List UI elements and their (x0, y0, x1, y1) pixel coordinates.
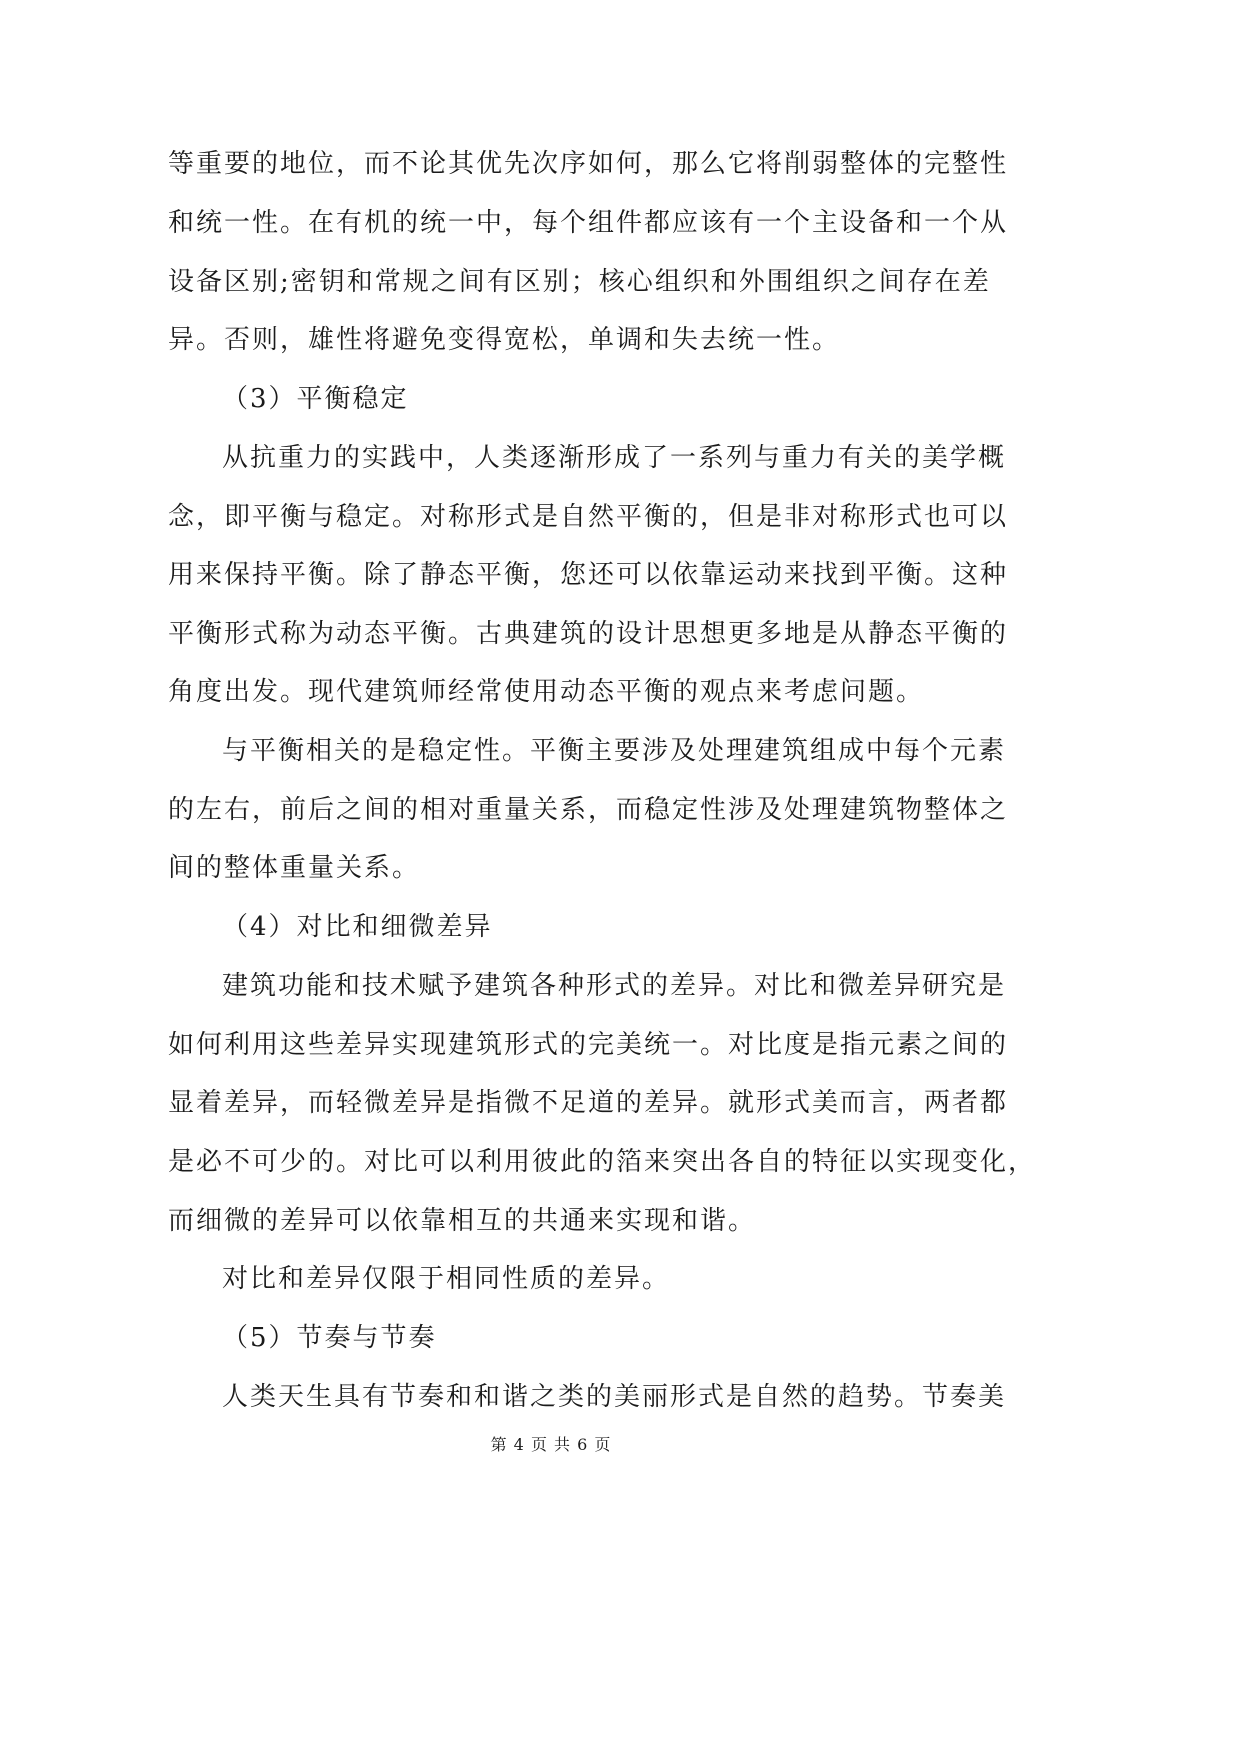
section-heading: （5）节奏与节奏 (222, 1323, 437, 1353)
text-line: 和统一性。在有机的统一中，每个组件都应该有一个主设备和一个从 (168, 208, 1009, 238)
section-heading: （4）对比和细微差异 (222, 912, 493, 942)
paragraph-first-line: 对比和差异仅限于相同性质的差异。 (222, 1264, 671, 1294)
text-line: 的左右，前后之间的相对重量关系，而稳定性涉及处理建筑物整体之 (168, 795, 1009, 825)
text-line: 异。否则，雄性将避免变得宽松，单调和失去统一性。 (168, 325, 841, 355)
text-line: 显着差异，而轻微差异是指微不足道的差异。就形式美而言，两者都 (168, 1088, 1009, 1118)
paragraph-first-line: 人类天生具有节奏和和谐之类的美丽形式是自然的趋势。节奏美 (222, 1382, 1007, 1412)
text-line: 设备区别;密钥和常规之间有区别；核心组织和外围组织之间存在差 (168, 267, 991, 297)
text-line: 而细微的差异可以依靠相互的共通来实现和谐。 (168, 1206, 757, 1236)
text-line: 角度出发。现代建筑师经常使用动态平衡的观点来考虑问题。 (168, 677, 925, 707)
text-line: 念，即平衡与稳定。对称形式是自然平衡的，但是非对称形式也可以 (168, 502, 1009, 532)
text-line: 用来保持平衡。除了静态平衡，您还可以依靠运动来找到平衡。这种 (168, 560, 1009, 590)
paragraph-first-line: 建筑功能和技术赋予建筑各种形式的差异。对比和微差异研究是 (222, 971, 1007, 1001)
section-heading: （3）平衡稳定 (222, 384, 409, 414)
text-line: 等重要的地位，而不论其优先次序如何，那么它将削弱整体的完整性 (168, 149, 1009, 179)
paragraph-first-line: 与平衡相关的是稳定性。平衡主要涉及处理建筑组成中每个元素 (222, 736, 1007, 766)
text-line: 间的整体重量关系。 (168, 853, 421, 883)
text-line: 平衡形式称为动态平衡。古典建筑的设计思想更多地是从静态平衡的 (168, 619, 1009, 649)
page-footer: 第 4 页 共 6 页 (490, 1435, 612, 1454)
text-line: 是必不可少的。对比可以利用彼此的箔来突出各自的特征以实现变化， (168, 1147, 1037, 1177)
paragraph-first-line: 从抗重力的实践中，人类逐渐形成了一系列与重力有关的美学概 (222, 443, 1007, 473)
text-line: 如何利用这些差异实现建筑形式的完美统一。对比度是指元素之间的 (168, 1030, 1009, 1060)
